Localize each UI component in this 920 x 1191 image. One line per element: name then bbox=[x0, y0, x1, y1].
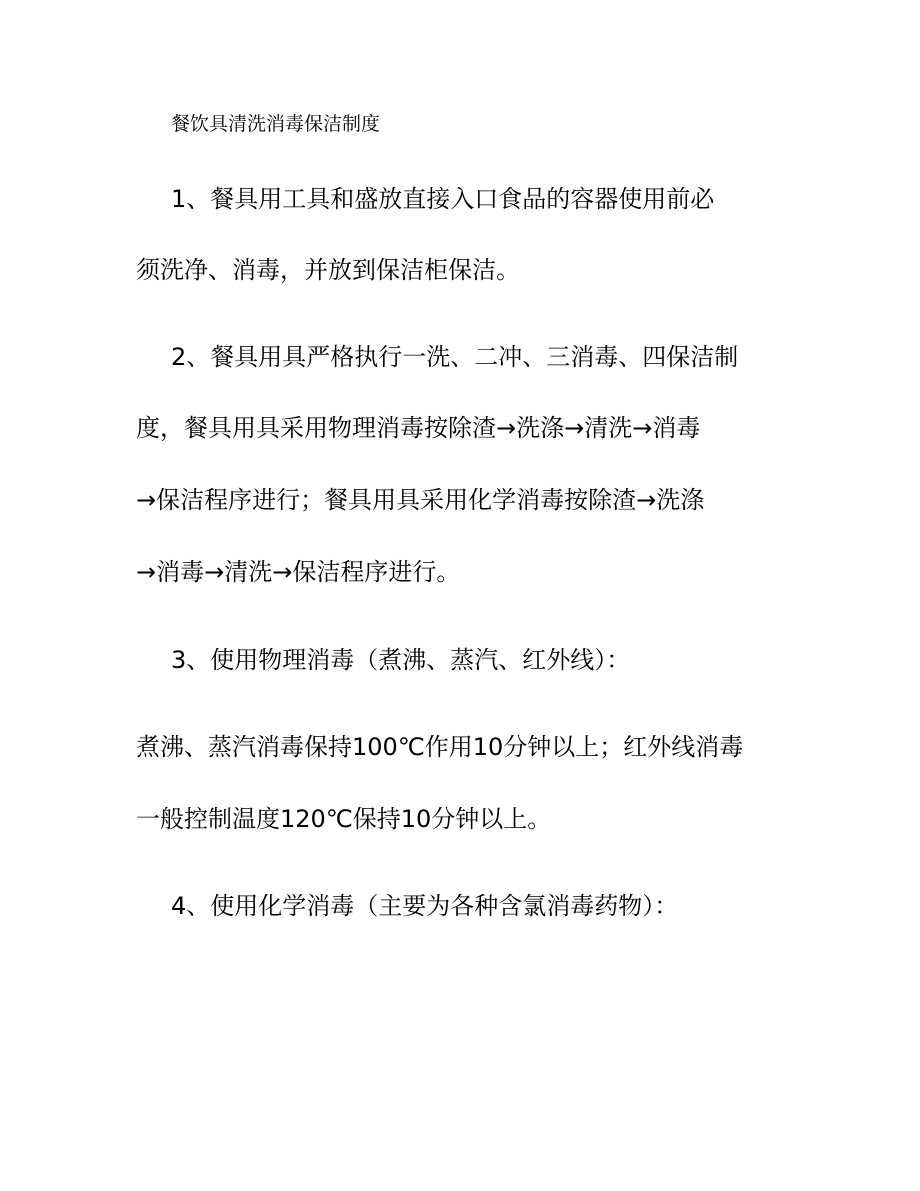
paragraph-1-line-1: 1、餐具用工具和盛放直接入口食品的容器使用前必 bbox=[171, 185, 715, 213]
paragraph-1-line-2: 须洗净、消毒，并放到保洁柜保洁。 bbox=[136, 256, 520, 284]
paragraph-2-line-3: →保洁程序进行；餐具用具采用化学消毒按除渣→洗涤 bbox=[136, 486, 705, 514]
paragraph-2-line-1: 2、餐具用具严格执行一洗、二冲、三消毒、四保洁制 bbox=[171, 343, 739, 371]
paragraph-3-line-2: 一般控制温度120℃保持10分钟以上。 bbox=[136, 805, 552, 833]
document-title: 餐饮具清洗消毒保洁制度 bbox=[171, 113, 381, 135]
paragraph-4-heading: 4、使用化学消毒（主要为各种含氯消毒药物）： bbox=[171, 892, 679, 920]
paragraph-2-line-4: →消毒→清洗→保洁程序进行。 bbox=[136, 558, 461, 586]
paragraph-2-line-2: 度，餐具用具采用物理消毒按除渣→洗涤→清洗→消毒 bbox=[136, 414, 701, 442]
paragraph-3-heading: 3、使用物理消毒（煮沸、蒸汽、红外线）： bbox=[171, 646, 631, 674]
paragraph-3-line-1: 煮沸、蒸汽消毒保持100℃作用10分钟以上；红外线消毒 bbox=[136, 733, 744, 761]
